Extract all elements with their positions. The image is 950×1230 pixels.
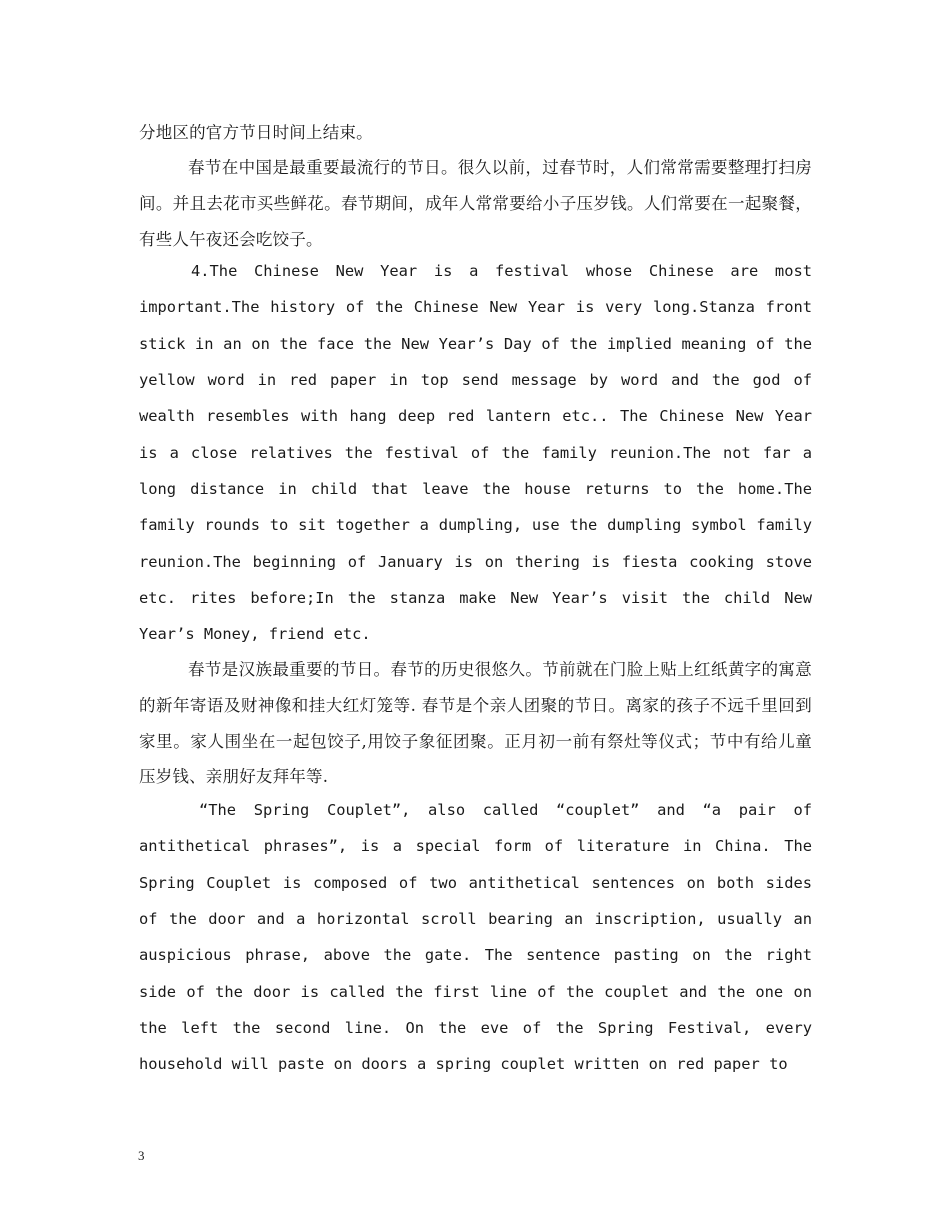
paragraph-continuation: 分地区的官方节日时间上结束。 <box>139 123 373 142</box>
paragraph-spring-couplet: “The Spring Couplet”, also called “couplet” and “a pair of antithetical phrases”, is a special form of literature in China. The Spring Couplet is composed of two antithetical sentences on both sides of the door and a horizontal scroll bearing an inscription, usually an auspicious phrase, above the gate. The sentence pasting on the right side of the door is called the first line of the couplet and the one on the left the second line. On the eve of the Spring Festival, every household will paste on doors a spring couplet written on red paper to <box>139 801 812 1074</box>
paragraph-english-chinese-new-year: 4.The Chinese New Year is a festival whose Chinese are most important.The history of the Chinese New Year is very long.Stanza front stick in an on the face the New Year’s Day of the implied meaning of the yellow word in red paper in top send message by word and the god of wealth resembles with hang deep red lantern etc.. The Chinese New Year is a close relatives the festival of the family reunion.The not far a long distance in child that leave the house returns to the home.The family rounds to sit together a dumpling, use the dumpling symbol family reunion.The beginning of January is on thering is fiesta cooking stove etc. rites before;In the stanza make New Year’s visit the child New Year’s Money, friend etc. <box>139 262 812 644</box>
page-number: 3 <box>138 1148 145 1163</box>
paragraph-chinese-new-year-translation: 春节是汉族最重要的节日。春节的历史很悠久。节前就在门脸上贴上红纸黄字的寓意的新年寄语及财神像和挂大红灯笼等. 春节是个亲人团聚的节日。离家的孩子不远千里回到家里。家人围坐在一起包饺子,用饺子象征团聚。正月初一前有祭灶等仪式；节中有给儿童压岁钱、亲朋好友拜年等. <box>139 660 812 787</box>
paragraph-chinese-spring-festival: 春节在中国是最重要最流行的节日。很久以前，过春节时，人们常常需要整理打扫房间。并且去花市买些鲜花。春节期间，成年人常常要给小子压岁钱。人们常要在一起聚餐，有些人午夜还会吃饺子。 <box>139 158 812 249</box>
